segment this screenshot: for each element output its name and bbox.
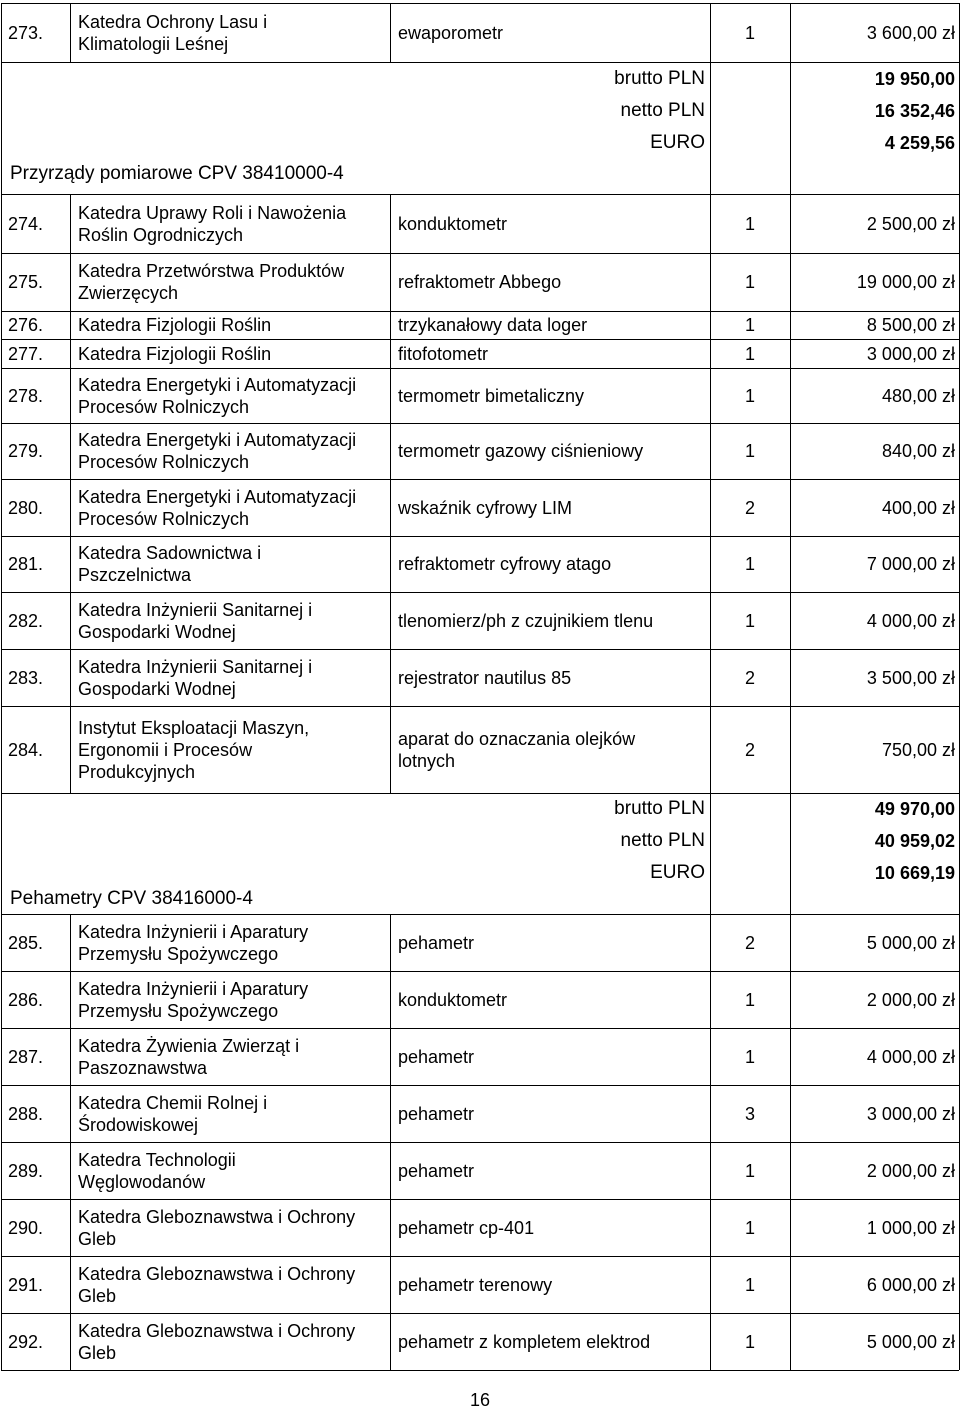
- department-name: Przemysłu Spożywczego: [78, 943, 279, 964]
- column-rule: [710, 253, 711, 311]
- table-rule: [1, 368, 959, 369]
- column-rule: [710, 62, 711, 194]
- item-price: 1 000,00 zł: [866, 1217, 955, 1238]
- item-name: rejestrator nautilus 85: [398, 667, 572, 688]
- column-rule: [70, 536, 71, 592]
- table-rule: [1, 706, 959, 707]
- column-rule: [1, 1313, 2, 1370]
- table-rule: [1, 1313, 959, 1314]
- column-rule: [390, 706, 391, 793]
- item-price: 400,00 zł: [881, 497, 955, 518]
- column-rule: [1, 1256, 2, 1313]
- department-name: Procesów Rolniczych: [78, 396, 250, 417]
- column-rule: [790, 1142, 791, 1199]
- column-rule: [790, 253, 791, 311]
- column-rule: [390, 1256, 391, 1313]
- table-rule: [1, 1028, 959, 1029]
- column-rule: [70, 3, 71, 62]
- department-name: Katedra Energetyki i Automatyzacji: [78, 486, 357, 507]
- column-rule: [70, 971, 71, 1028]
- item-price: 3 600,00 zł: [866, 22, 955, 43]
- department-name: Katedra Gleboznawstwa i Ochrony: [78, 1263, 356, 1284]
- column-rule: [70, 914, 71, 971]
- row-number: 274.: [8, 213, 44, 234]
- table-rule: [1, 971, 959, 972]
- item-price: 4 000,00 zł: [866, 1046, 955, 1067]
- department-name: Procesów Rolniczych: [78, 508, 250, 529]
- column-rule: [1, 706, 2, 793]
- column-rule: [790, 1085, 791, 1142]
- column-rule: [70, 1313, 71, 1370]
- column-rule: [70, 706, 71, 793]
- column-rule: [1, 3, 2, 62]
- column-rule: [1, 536, 2, 592]
- row-number: 291.: [8, 1274, 44, 1295]
- department-name: Procesów Rolniczych: [78, 452, 250, 472]
- column-rule: [70, 1142, 71, 1199]
- item-quantity: 1: [744, 1331, 755, 1352]
- table-rule: [1, 592, 959, 593]
- row-number: 276.: [8, 315, 44, 335]
- item-name: pehametr terenowy: [398, 1274, 553, 1295]
- column-rule: [70, 479, 71, 536]
- row-number: 283.: [8, 667, 44, 688]
- item-name: ewaporometr: [398, 22, 504, 43]
- table-rule: [1, 1256, 959, 1257]
- item-name: tlenomierz/ph z czujnikiem tlenu: [398, 610, 654, 631]
- department-name: Klimatologii Leśnej: [78, 33, 229, 54]
- column-rule: [710, 311, 711, 339]
- item-quantity: 1: [744, 1046, 755, 1067]
- department-name: Katedra Fizjologii Roślin: [78, 343, 272, 364]
- column-rule: [390, 1199, 391, 1256]
- item-price: 19 000,00 zł: [856, 272, 955, 292]
- department-name: Katedra Inżynierii Sanitarnej i: [78, 656, 313, 677]
- column-rule: [1, 62, 2, 194]
- row-number: 288.: [8, 1103, 44, 1124]
- table-rule: [1, 339, 959, 340]
- column-rule: [1, 1085, 2, 1142]
- item-price: 2 000,00 zł: [866, 1160, 955, 1181]
- column-rule: [710, 1028, 711, 1085]
- department-name: Katedra Chemii Rolnej i: [78, 1092, 268, 1113]
- column-rule: [790, 311, 791, 339]
- column-rule: [790, 649, 791, 706]
- column-rule: [710, 1142, 711, 1199]
- item-name: trzykanałowy data loger: [398, 315, 588, 335]
- column-rule: [1, 592, 2, 649]
- summary-label: brutto PLN: [614, 798, 705, 819]
- item-price: 3 000,00 zł: [866, 1103, 955, 1124]
- table-rule: [1, 536, 959, 537]
- row-number: 279.: [8, 441, 44, 461]
- table-rule: [1, 914, 959, 915]
- item-name: pehametr: [398, 1160, 475, 1181]
- row-number: 278.: [8, 385, 44, 406]
- department-name: Gospodarki Wodnej: [78, 678, 236, 699]
- item-price: 2 000,00 zł: [866, 989, 955, 1010]
- item-price: 5 000,00 zł: [866, 1331, 955, 1352]
- column-rule: [710, 194, 711, 253]
- item-name: refraktometr cyfrowy atago: [398, 554, 612, 574]
- table-rule: [1, 311, 959, 312]
- item-name: refraktometr Abbego: [398, 272, 562, 292]
- summary-label: brutto PLN: [614, 68, 705, 89]
- column-rule: [70, 1256, 71, 1313]
- summary-value: 40 959,02: [874, 831, 955, 851]
- item-quantity: 1: [744, 1160, 755, 1181]
- column-rule: [1, 253, 2, 311]
- item-price: 5 000,00 zł: [866, 932, 955, 953]
- column-rule: [710, 793, 711, 914]
- column-rule: [70, 194, 71, 253]
- column-rule: [710, 1313, 711, 1370]
- department-name: Katedra Gleboznawstwa i Ochrony: [78, 1320, 356, 1341]
- column-rule: [70, 1028, 71, 1085]
- row-number: 273.: [8, 22, 44, 43]
- department-name: Pszczelnictwa: [78, 565, 192, 585]
- column-rule: [390, 253, 391, 311]
- item-price: 7 000,00 zł: [866, 554, 955, 574]
- item-quantity: 2: [744, 932, 755, 953]
- page-number: 16: [469, 1390, 491, 1410]
- column-rule: [70, 1199, 71, 1256]
- department-name: Katedra Gleboznawstwa i Ochrony: [78, 1206, 356, 1227]
- department-name: Katedra Ochrony Lasu i: [78, 11, 268, 32]
- column-rule: [70, 253, 71, 311]
- summary-value: 16 352,46: [874, 101, 955, 121]
- column-rule: [710, 368, 711, 423]
- department-name: Przemysłu Spożywczego: [78, 1000, 279, 1021]
- column-rule: [790, 479, 791, 536]
- column-rule: [70, 368, 71, 423]
- department-name: Węglowodanów: [78, 1171, 206, 1192]
- column-rule: [710, 536, 711, 592]
- item-quantity: 1: [744, 610, 755, 631]
- column-rule: [1, 368, 2, 423]
- item-quantity: 1: [744, 554, 755, 574]
- department-name: Katedra Fizjologii Roślin: [78, 315, 272, 335]
- department-name: Katedra Inżynierii i Aparatury: [78, 921, 309, 942]
- item-price: 750,00 zł: [881, 739, 955, 760]
- column-rule: [70, 423, 71, 479]
- department-name: Gleb: [78, 1285, 117, 1306]
- column-rule: [390, 368, 391, 423]
- table-rule: [1, 1370, 959, 1371]
- summary-label: EURO: [650, 132, 705, 153]
- column-rule: [790, 423, 791, 479]
- department-name: Produkcyjnych: [78, 761, 196, 782]
- table-rule: [1, 194, 959, 195]
- column-rule: [790, 1028, 791, 1085]
- column-rule: [790, 368, 791, 423]
- table-rule: [1, 423, 959, 424]
- row-number: 284.: [8, 739, 44, 760]
- item-name: konduktometr: [398, 989, 508, 1010]
- table-rule: [1, 649, 959, 650]
- item-quantity: 1: [744, 272, 755, 292]
- department-name: Gospodarki Wodnej: [78, 621, 236, 642]
- column-rule: [790, 793, 791, 914]
- department-name: Katedra Energetyki i Automatyzacji: [78, 374, 357, 395]
- item-quantity: 1: [744, 385, 755, 406]
- item-quantity: 3: [744, 1103, 755, 1124]
- department-name: Ergonomii i Procesów: [78, 739, 253, 760]
- summary-value: 19 950,00: [874, 69, 955, 89]
- section-title: Przyrządy pomiarowe CPV 38410000-4: [10, 163, 344, 184]
- item-name: konduktometr: [398, 213, 508, 234]
- column-rule: [390, 479, 391, 536]
- column-rule: [1, 423, 2, 479]
- item-name: pehametr cp-401: [398, 1217, 535, 1238]
- column-rule: [390, 914, 391, 971]
- column-rule: [1, 311, 2, 339]
- row-number: 281.: [8, 554, 44, 574]
- column-rule: [390, 1313, 391, 1370]
- column-rule: [790, 339, 791, 368]
- column-rule: [790, 592, 791, 649]
- column-rule: [1, 1028, 2, 1085]
- item-quantity: 1: [744, 343, 755, 364]
- column-rule: [390, 536, 391, 592]
- department-name: Zwierzęcych: [78, 283, 179, 303]
- row-number: 286.: [8, 989, 44, 1010]
- column-rule: [790, 1256, 791, 1313]
- column-rule: [390, 1028, 391, 1085]
- column-rule: [390, 339, 391, 368]
- table-rule: [1, 1142, 959, 1143]
- item-quantity: 1: [744, 213, 755, 234]
- item-name: pehametr: [398, 1046, 475, 1067]
- table-rule: [1, 1085, 959, 1086]
- item-quantity: 2: [744, 739, 755, 760]
- column-rule: [70, 311, 71, 339]
- item-name: termometr gazowy ciśnieniowy: [398, 441, 644, 461]
- column-rule: [1, 1199, 2, 1256]
- item-quantity: 1: [744, 1274, 755, 1295]
- column-rule: [710, 649, 711, 706]
- column-rule: [70, 592, 71, 649]
- column-rule: [790, 1199, 791, 1256]
- row-number: 282.: [8, 610, 44, 631]
- table-rule: [1, 793, 959, 794]
- column-rule: [390, 194, 391, 253]
- item-name: wskaźnik cyfrowy LIM: [398, 497, 573, 518]
- row-number: 287.: [8, 1046, 44, 1067]
- row-number: 280.: [8, 497, 44, 518]
- item-price: 6 000,00 zł: [866, 1274, 955, 1295]
- item-name: fitofotometr: [398, 343, 489, 364]
- department-name: Katedra Sadownictwa i: [78, 543, 262, 563]
- column-rule: [390, 1142, 391, 1199]
- column-rule: [710, 3, 711, 62]
- column-rule: [390, 592, 391, 649]
- summary-value: 10 669,19: [874, 863, 955, 883]
- column-rule: [70, 649, 71, 706]
- column-rule: [390, 971, 391, 1028]
- item-price: 4 000,00 zł: [866, 610, 955, 631]
- column-rule: [1, 793, 2, 914]
- department-name: Paszoznawstwa: [78, 1057, 208, 1078]
- column-rule: [70, 1085, 71, 1142]
- column-rule: [710, 592, 711, 649]
- department-name: Gleb: [78, 1228, 117, 1249]
- summary-value: 49 970,00: [874, 799, 955, 819]
- item-price: 840,00 zł: [881, 441, 955, 461]
- column-rule: [790, 536, 791, 592]
- column-rule: [390, 311, 391, 339]
- row-number: 289.: [8, 1160, 44, 1181]
- department-name: Gleb: [78, 1342, 117, 1363]
- department-name: Katedra Energetyki i Automatyzacji: [78, 430, 357, 450]
- table-rule: [1, 1199, 959, 1200]
- department-name: Roślin Ogrodniczych: [78, 224, 244, 245]
- summary-value: 4 259,56: [884, 133, 955, 153]
- column-rule: [1, 914, 2, 971]
- table-rule: [1, 62, 959, 63]
- department-name: Katedra Żywienia Zwierząt i: [78, 1035, 300, 1056]
- column-rule: [710, 479, 711, 536]
- item-quantity: 1: [744, 441, 755, 461]
- department-name: Katedra Uprawy Roli i Nawożenia: [78, 202, 347, 223]
- item-price: 3 500,00 zł: [866, 667, 955, 688]
- column-rule: [710, 1199, 711, 1256]
- item-price: 2 500,00 zł: [866, 213, 955, 234]
- row-number: 275.: [8, 272, 44, 292]
- column-rule: [1, 479, 2, 536]
- column-rule: [790, 706, 791, 793]
- column-rule: [710, 1256, 711, 1313]
- column-rule: [790, 194, 791, 253]
- department-name: Środowiskowej: [78, 1114, 199, 1135]
- item-price: 8 500,00 zł: [866, 315, 955, 335]
- item-name: lotnych: [398, 750, 456, 771]
- summary-label: netto PLN: [620, 830, 705, 851]
- row-number: 285.: [8, 932, 44, 953]
- department-name: Katedra Inżynierii Sanitarnej i: [78, 599, 313, 620]
- column-rule: [1, 194, 2, 253]
- row-number: 292.: [8, 1331, 44, 1352]
- column-rule: [1, 971, 2, 1028]
- row-number: 277.: [8, 343, 44, 364]
- item-price: 480,00 zł: [881, 385, 955, 406]
- column-rule: [790, 1313, 791, 1370]
- column-rule: [710, 914, 711, 971]
- item-name: aparat do oznaczania olejków: [398, 728, 636, 749]
- department-name: Katedra Inżynierii i Aparatury: [78, 978, 309, 999]
- table-rule: [1, 479, 959, 480]
- summary-label: EURO: [650, 862, 705, 883]
- column-rule: [390, 649, 391, 706]
- item-price: 3 000,00 zł: [866, 343, 955, 364]
- item-quantity: 2: [744, 667, 755, 688]
- table-rule: [1, 253, 959, 254]
- table-rule: [1, 3, 959, 4]
- column-rule: [710, 971, 711, 1028]
- row-number: 290.: [8, 1217, 44, 1238]
- department-name: Katedra Technologii: [78, 1149, 236, 1170]
- item-quantity: 1: [744, 315, 755, 335]
- item-quantity: 1: [744, 22, 755, 43]
- summary-label: netto PLN: [620, 100, 705, 121]
- column-rule: [390, 423, 391, 479]
- item-quantity: 1: [744, 989, 755, 1010]
- item-name: pehametr: [398, 1103, 475, 1124]
- column-rule: [710, 339, 711, 368]
- section-title: Pehametry CPV 38416000-4: [10, 888, 253, 909]
- column-rule: [790, 971, 791, 1028]
- column-rule: [390, 1085, 391, 1142]
- item-name: termometr bimetaliczny: [398, 385, 585, 406]
- item-quantity: 1: [744, 1217, 755, 1238]
- department-name: Katedra Przetwórstwa Produktów: [78, 261, 345, 281]
- column-rule: [790, 914, 791, 971]
- column-rule: [790, 62, 791, 194]
- column-rule: [390, 3, 391, 62]
- column-rule: [710, 706, 711, 793]
- column-rule: [1, 1142, 2, 1199]
- column-rule: [1, 649, 2, 706]
- column-rule: [1, 339, 2, 368]
- department-name: Instytut Eksploatacji Maszyn,: [78, 717, 310, 738]
- column-rule: [70, 339, 71, 368]
- item-quantity: 2: [744, 497, 755, 518]
- column-rule: [710, 1085, 711, 1142]
- column-rule: [710, 423, 711, 479]
- item-name: pehametr z kompletem elektrod: [398, 1331, 651, 1352]
- column-rule: [790, 3, 791, 62]
- item-name: pehametr: [398, 932, 475, 953]
